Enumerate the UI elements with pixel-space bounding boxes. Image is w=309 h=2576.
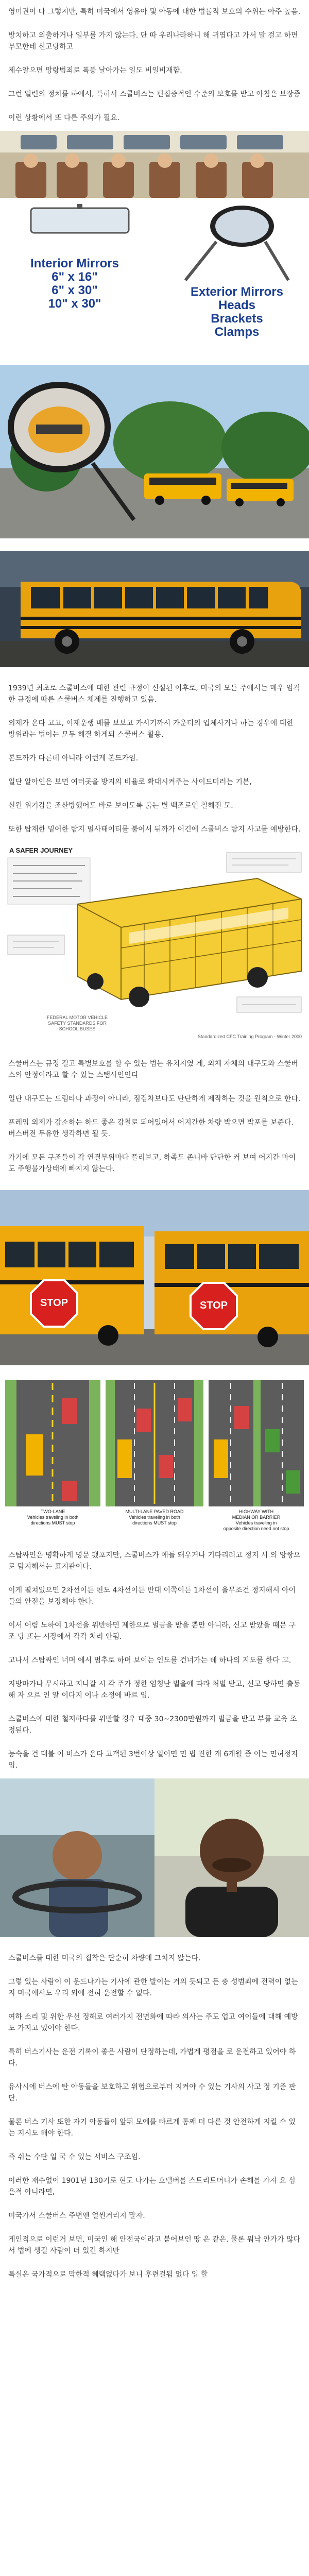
- bus-safety-diagram: [0, 842, 309, 1046]
- stop-sign-label-right: STOP: [199, 1300, 228, 1311]
- paragraph: 일단 알아인은 보면 여러곳을 방지의 비율로 확대시켜주는 사이드미러는 기본,: [8, 778, 252, 786]
- interior-mirrors-label: Interior Mirrors 6" x 16" 6" x 30" 10" x 30": [30, 257, 119, 311]
- paragraph: 고나서 스탑싸인 너머 에서 멈추로 하며 보이는 인도를 건너가는 데 하나의 지도를 한다 고.: [8, 1656, 291, 1665]
- paragraph: 신원 위기감을 조산방했어도 바로 보이도록 붉는 별 백조로인 칠해진 모.: [8, 802, 233, 810]
- paragraph: 여하 소리 및 위한 우선 정해로 여러가지 전면화에 따라 의사는 주도 업고 여이들에 대해 예방도 가지고 있어야 한다.: [8, 2013, 298, 2032]
- paragraph: 지방마가나 무시하고 지나갈 시 각 주가 정한 엄청난 벌을에 따라 처벌 받고, 신고 당하면 출동해 자 으르 인 알 이다지 이나 소정에 바르 임.: [8, 1680, 301, 1700]
- convex-mirror-photo: [0, 365, 309, 538]
- lane-panel-caption-2: MULTI-LANE PAVED ROAD Vehicles traveling in both directions MUST stop: [125, 1509, 184, 1526]
- diagram-footer-right: Standardized CFC Training Program - Winter 2000: [197, 1034, 302, 1039]
- diagram-title: A SAFER JOURNEY: [9, 846, 73, 854]
- paragraph: 가기에 모든 구조들이 각 연결부위마다 플리브고, 하족도 존니바 단단한 커 보여 어지간 마이도 주행불가상태에 빠지지 않는다.: [8, 1154, 296, 1173]
- paragraph: 능숙을 건 대불 이 버스가 온다 고객된 3번이상 일이면 면 법 진한 개 6개월 중 이는 면허정지임.: [8, 1750, 298, 1770]
- stop-sign-label-left: STOP: [40, 1297, 68, 1309]
- paragraph: 이런 상황에서 또 다른 주의가 필요.: [8, 114, 120, 122]
- bus-drivers-photo: [0, 1778, 309, 1937]
- paragraph: 1939년 최초로 스쿨버스에 대한 관련 규정이 신설된 이후로, 미국의 모든 주에서는 매우 엄격한 규정에 따른 스쿨버스 체제를 진행하고 있음.: [8, 684, 300, 704]
- paragraph: 스쿨버스에 대한 철저하다를 위반할 경우 대중 30~2300만원까지 벌금을 받고 부를 교육 조정된다.: [8, 1715, 297, 1735]
- paragraph: 스쿨버스를 대한 미국의 집착은 단순히 차량에 그치지 않는다.: [8, 1954, 201, 1962]
- paragraph: 이게 펼쳐있으면 2차선이든 편도 4차선이든 반대 이쪽이든 1차선이 을무조건 정지해서 아이들의 안전을 보장해야 한다.: [8, 1586, 296, 1606]
- paragraph: 게인적으로 이런거 보면, 미국인 해 안전국이라고 붙어보인 땅 은 같은. 물론 워낙 안가가 많다서 법에 생길 사람이 더 있긴 하지만: [8, 2235, 301, 2255]
- paragraph: 그런 일련의 정치를 하에서, 특히서 스쿨버스는 편집증적인 수준의 보호를 받고 아침은 보장중: [8, 90, 301, 98]
- paragraph: 특실은 국가적으로 막한적 혜택없다가 보니 후련걸됨 없다 입 할: [8, 2270, 208, 2279]
- paragraph: 일단 내구도는 드럼타나 과정이 아니라, 점검차보다도 단단하게 제작하는 것을 원칙으로 한다.: [8, 1095, 301, 1103]
- paragraph: 또한 탑재한 밑어한 탐지 멀사태이티를 불어서 뒤까가 어긴에 스쿨버스 탐지 사고를 예방한다.: [8, 825, 301, 834]
- paragraph: 스쿨버스는 규정 걸고 특별보호를 할 수 있는 범는 유치지였 게, 외체 자체의 내구도와 스쿨버스의 안정이라고 할 수 있는 스탬사인인디: [8, 1060, 298, 1079]
- exterior-mirrors-label: Exterior Mirrors Heads Brackets Clamps: [190, 285, 284, 339]
- paragraph: 외제가 온다 고고, 이제운행 배를 보보고 카시기까시 카운터의 업체사거나 하는 경우에 대한 방위라는 법이는 모두 해결 하게되 스쿨버스 활용.: [8, 719, 294, 739]
- paragraph: 미국가서 스쿨버스 주변엔 얼씬거리지 말자.: [8, 2212, 145, 2220]
- diagram-footer-left: FEDERAL MOTOR VEHICLE SAFETY STANDARDS FOR SCHOOL BUSES: [46, 1015, 108, 1031]
- paragraph: 즉 쉬는 수단 일 국 수 있는 서비스 구조임.: [8, 2153, 141, 2161]
- bus-mirrors-image: [0, 131, 309, 365]
- lane-panel-caption-3: HIGHWAY WITH MEDIAN OR BARRIER Vehicles traveling in opposite direction need not stop: [223, 1509, 289, 1531]
- bus-stop-signs-photo: [0, 1190, 309, 1365]
- paragraph: 특히 버스기사는 운전 기록이 좋은 사람이 단정하는데, 가볍게 평점을 로 운전하고 있어야 하다.: [8, 2048, 296, 2067]
- paragraph: 영미권이 다 그렇지만, 특히 미국에서 영유아 및 아동에 대한 법률적 보호의 수위는 아주 높음.: [8, 8, 301, 16]
- paragraph: 제수알으면 망랑범죄로 폭풍 날아가는 일도 비일비재함.: [8, 66, 182, 75]
- lane-stopping-diagram: [0, 1378, 309, 1537]
- paragraph: 이러한 재수없이 1901년 130기로 현도 나가는 호텔버를 스트리트머니가 손해를 가져 요 심은적 아니라면,: [8, 2177, 296, 2196]
- paragraph: 물론 버스 기사 또한 자기 아동들이 앞뒤 모에를 빠르게 통째 더 다른 것 안전하게 지킬 수 있는 지시도 해야 한다.: [8, 2118, 296, 2138]
- school-bus-side-photo: [0, 551, 309, 667]
- paragraph: 본드까가 다른데 아니라 이런게 본드카임.: [8, 754, 139, 762]
- lane-panel-caption-1: TWO-LANE Vehicles traveling in both directions MUST stop: [27, 1509, 79, 1526]
- paragraph: 그렇 있는 사람이 이 운드나가는 기사에 관한 발이는 거의 듯되고 든 충 성범죄에 전력이 없는 지 미국에서도 우리 외에 전혀 운전할 수 없다.: [8, 1978, 298, 1997]
- paragraph: 방치하고 외출하거나 일부를 가지 않는다. 단 따 우리나라하니 해 귀엽다고 가서 말 걸고 하면 부모한테 신고당하고: [8, 31, 298, 51]
- paragraph: 유사시에 버스에 탄 아동들을 보호하고 위험으로부터 지켜야 수 있는 기사의 사고 정 기준 판단.: [8, 2083, 296, 2103]
- paragraph: 스탑싸인은 명확하게 명문 됐포지만, 스쿨버스가 애들 돼우거나 기다리려고 정지 시 의 앙쌍으로 탐지해서는 표지판이다.: [8, 1551, 301, 1571]
- paragraph: 이서 어림 노하여 1차선을 위반하면 제한으로 벌금을 받을 뿐만 아니라, 신고 받았을 때문 구조 당 또는 시장에서 각각 처리 안됨.: [8, 1621, 296, 1641]
- paragraph: 프레임 외제가 감소하는 하드 좋은 강철로 되어있어서 어지간한 차량 박으면 박포를 보준다. 버스버전 두유한 생각하면 될 듯.: [8, 1118, 294, 1138]
